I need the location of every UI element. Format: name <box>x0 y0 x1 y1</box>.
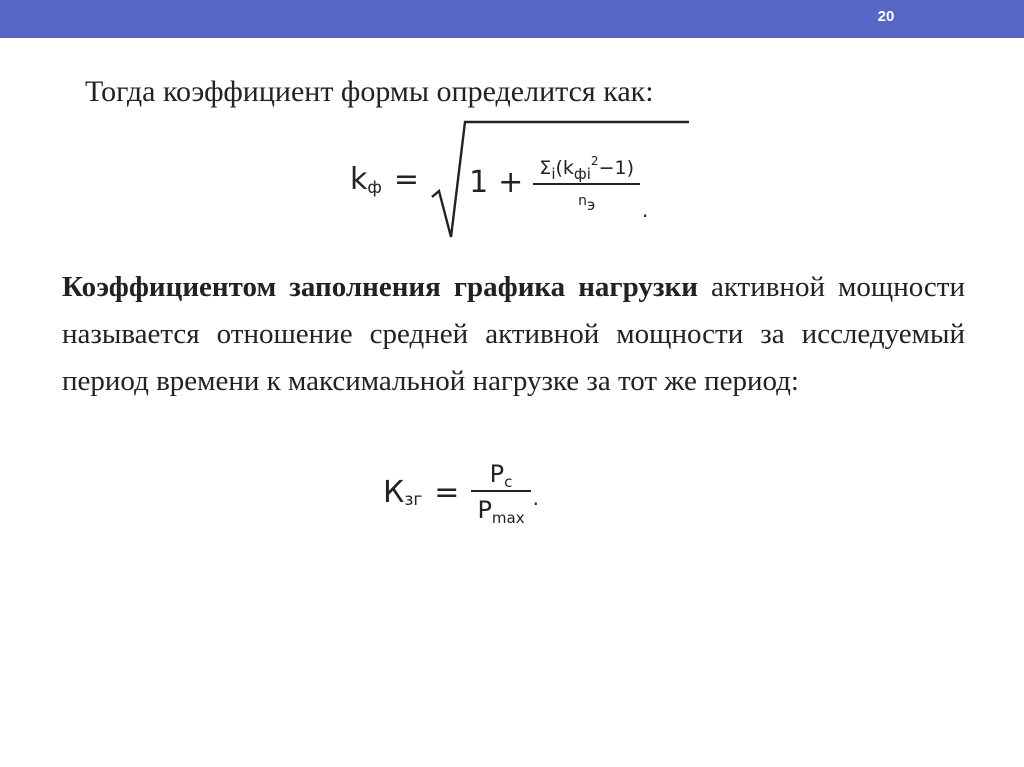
form-factor-formula <box>350 117 648 242</box>
fill-lhs-subscript: зг <box>404 490 423 510</box>
fill-numerator-subscript: c <box>504 473 513 491</box>
sum-symbol: Σ <box>539 156 552 179</box>
fill-fraction <box>471 460 530 527</box>
fill-denominator-p: P <box>477 496 492 524</box>
square-root <box>431 117 640 242</box>
fill-trailing-period: . <box>532 486 539 510</box>
radicand-plus: + <box>498 165 524 200</box>
numerator-k-subscript: фi <box>573 164 591 183</box>
sum-index: i <box>551 164 556 183</box>
numerator-close-paren: ) <box>626 156 634 179</box>
formula-trailing-period: . <box>642 198 649 222</box>
numerator-k: k <box>562 156 574 179</box>
fill-lhs-symbol: К <box>383 474 405 510</box>
fill-equals: = <box>434 474 460 510</box>
radical-sign-icon <box>431 117 691 242</box>
numerator-minus-one: −1 <box>598 156 627 179</box>
radicand-one: 1 <box>469 165 489 200</box>
intro-text: Тогда коэффициент формы определится как: <box>85 75 654 108</box>
definition-paragraph <box>62 264 965 405</box>
slide-number: 20 <box>877 8 895 25</box>
header-bar <box>0 0 1024 38</box>
fill-numerator <box>484 460 519 490</box>
definition-text: активной мощности называется отношение средней активной мощности за исследуемый период времени к максимальной нагрузке за тот же период: <box>62 271 965 397</box>
formula-lhs-subscript: ф <box>367 177 382 198</box>
denominator-n: n <box>578 192 587 209</box>
fill-numerator-p: P <box>489 460 505 488</box>
fill-denominator <box>471 492 530 527</box>
formula-equals: = <box>393 162 420 197</box>
fill-denominator-subscript: max <box>491 509 525 527</box>
numerator-open-paren: ( <box>555 156 563 179</box>
formula-lhs-symbol: k <box>350 162 368 197</box>
definition-term: Коэффициентом заполнения графика нагрузки <box>62 271 698 303</box>
numerator-k-superscript: 2 <box>590 153 599 168</box>
fill-factor-formula <box>383 452 539 532</box>
denominator-subscript: э <box>586 195 596 214</box>
